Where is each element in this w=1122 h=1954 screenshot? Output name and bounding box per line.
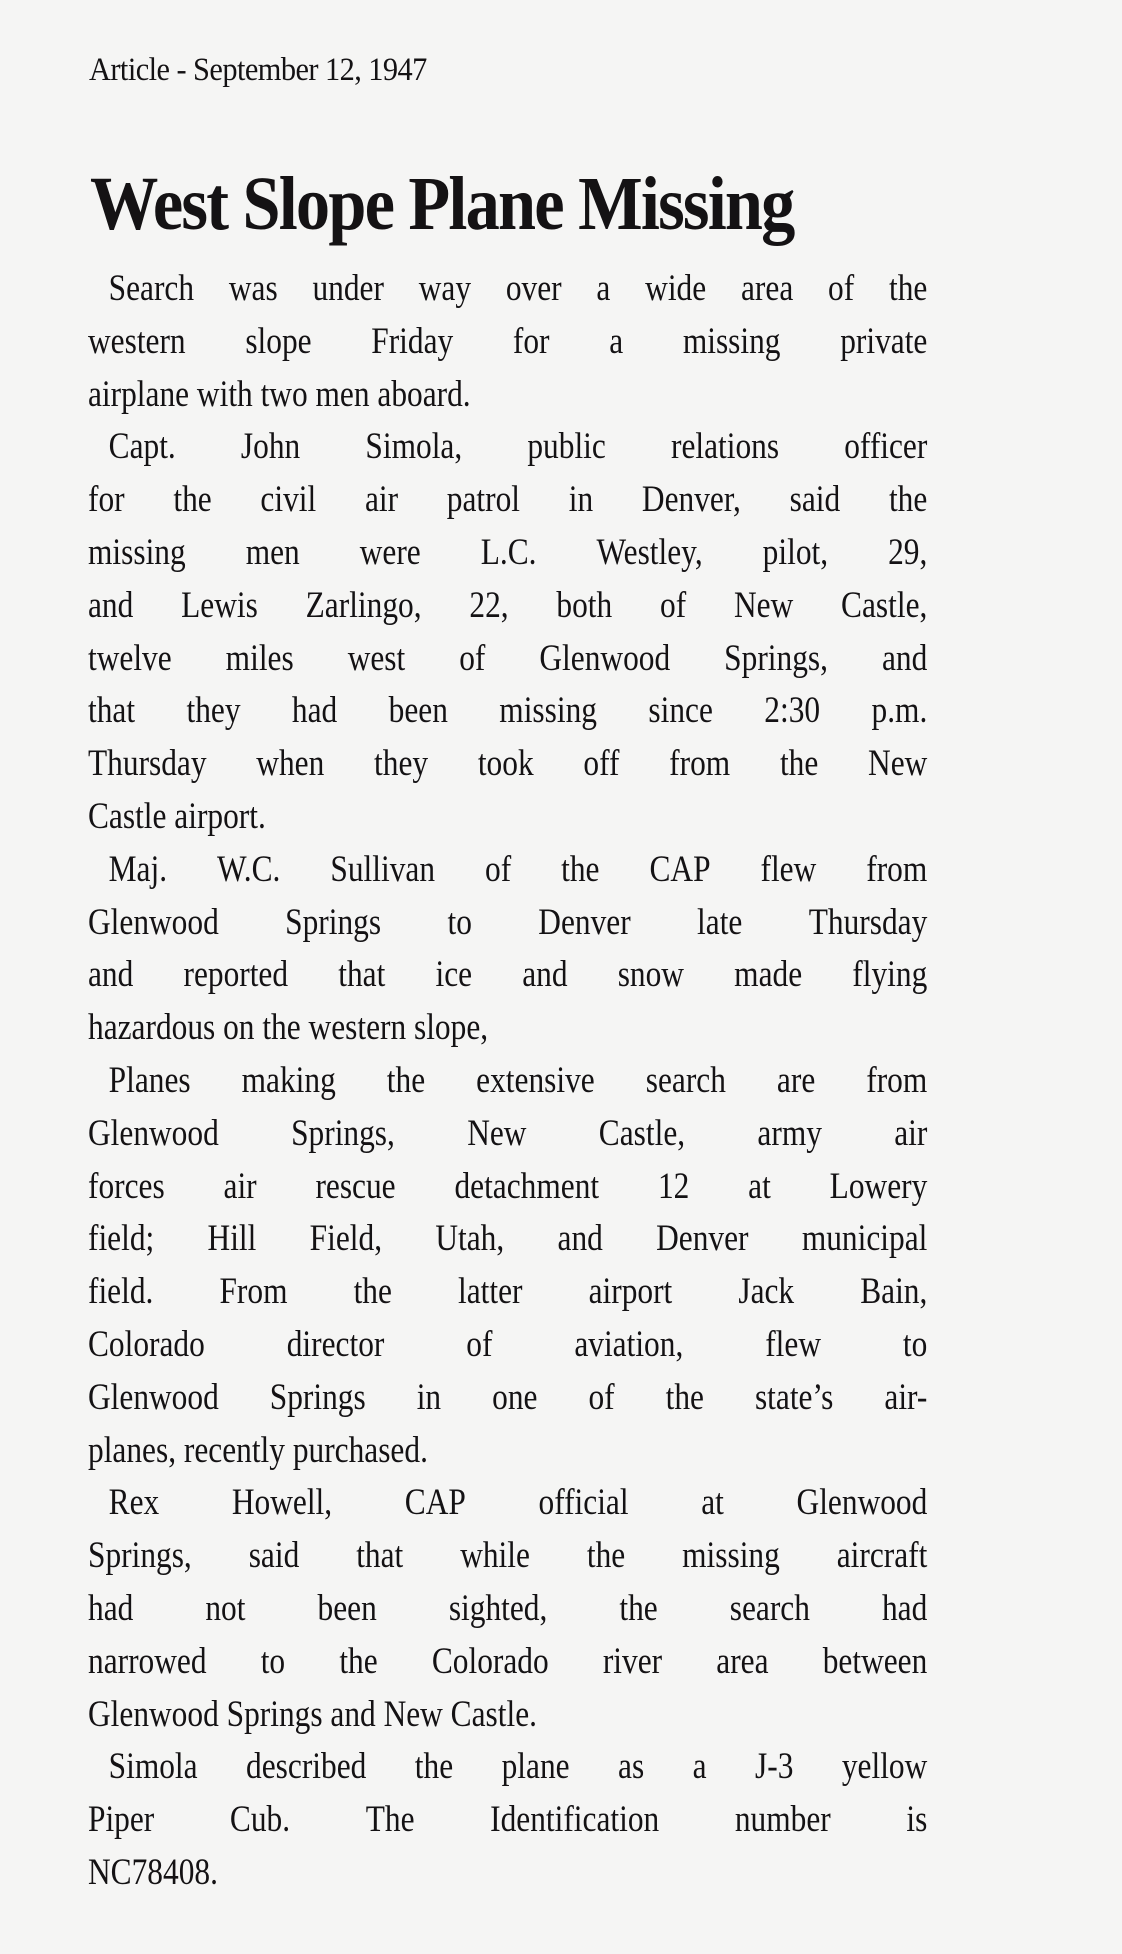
word: and: [88, 583, 134, 625]
word: the: [665, 1375, 704, 1417]
word: 29,: [888, 530, 928, 572]
word: Piper: [88, 1798, 155, 1840]
word: Springs: [285, 900, 382, 942]
word: the: [561, 847, 600, 889]
word: Colorado: [431, 1639, 549, 1681]
word: aviation,: [574, 1322, 684, 1364]
text-line: [88, 1212, 927, 1265]
word: Rex: [108, 1481, 160, 1523]
word: took: [477, 742, 534, 784]
word: CAP: [404, 1481, 466, 1523]
word: air: [364, 478, 399, 520]
word: from: [669, 742, 731, 784]
word: twelve: [88, 636, 172, 678]
word: river: [602, 1639, 663, 1681]
text-line: [88, 420, 927, 473]
word: men: [245, 530, 300, 572]
word: over: [505, 267, 562, 308]
word: Howell,: [231, 1481, 333, 1523]
article-body: [88, 262, 928, 1899]
word: Denver,: [641, 478, 741, 520]
word: private: [840, 319, 928, 361]
word: Thursday: [88, 742, 207, 784]
word: forces: [88, 1164, 165, 1206]
word: air-: [884, 1375, 928, 1417]
word: yellow: [841, 1745, 928, 1787]
word: and: [522, 953, 568, 995]
word: aircraft: [836, 1534, 928, 1576]
word: army: [757, 1111, 822, 1153]
word: had: [88, 1586, 134, 1628]
word: Glenwood: [539, 636, 671, 678]
text-line: [88, 579, 927, 632]
word: flew: [765, 1322, 821, 1364]
word: the: [889, 267, 928, 308]
word: L.C.: [480, 530, 537, 572]
word: director: [286, 1322, 385, 1364]
paragraph-5: [88, 1476, 928, 1740]
word: 12: [657, 1164, 690, 1206]
word: since: [648, 689, 713, 731]
word: said: [789, 478, 841, 520]
word: that: [338, 953, 386, 995]
word: flying: [852, 953, 928, 995]
word: patrol: [446, 478, 521, 520]
text-line: [88, 684, 927, 737]
text-line: Castle airport.: [88, 794, 266, 836]
text-line: [88, 473, 927, 526]
word: Friday: [371, 319, 454, 361]
text-line: [88, 1107, 927, 1160]
word: field.: [88, 1270, 154, 1312]
word: of: [828, 267, 855, 308]
word: New: [868, 742, 928, 784]
text-line: [88, 526, 927, 579]
word: to: [902, 1322, 928, 1364]
word: the: [619, 1586, 658, 1628]
word: Jack: [738, 1270, 795, 1312]
word: the: [888, 478, 928, 520]
word: as: [618, 1745, 645, 1787]
word: wide: [645, 267, 707, 308]
text-line: [88, 315, 927, 368]
word: search: [645, 1058, 726, 1100]
text-line: [88, 896, 927, 949]
word: Castle,: [841, 583, 928, 625]
paragraph-6: [88, 1740, 928, 1898]
word: they: [374, 742, 429, 784]
text-line: [88, 1318, 927, 1371]
word: the: [414, 1745, 454, 1787]
word: missing: [682, 1534, 780, 1576]
word: one: [492, 1375, 538, 1417]
word: said: [248, 1534, 300, 1576]
word: Thursday: [808, 900, 928, 942]
paragraph-3: [88, 843, 928, 1054]
word: ice: [435, 953, 473, 995]
word: they: [186, 689, 241, 731]
word: air: [223, 1164, 257, 1206]
word: and: [557, 1217, 603, 1259]
word: were: [359, 530, 421, 572]
word: Springs: [269, 1375, 366, 1417]
word: municipal: [801, 1217, 928, 1259]
word: extensive: [476, 1058, 595, 1100]
text-line: [88, 948, 927, 1001]
text-line: [88, 1476, 927, 1529]
word: p.m.: [871, 689, 928, 731]
word: The: [365, 1798, 415, 1840]
word: the: [173, 478, 212, 520]
word: slope: [245, 319, 312, 361]
word: Denver: [538, 900, 631, 942]
article-headline: West Slope Plane Missing: [90, 162, 794, 246]
word: New: [733, 583, 794, 625]
word: Field,: [309, 1217, 383, 1259]
word: Springs,: [88, 1534, 192, 1576]
word: to: [447, 900, 472, 942]
text-line: NC78408.: [88, 1850, 218, 1892]
word: Glenwood: [796, 1481, 928, 1523]
word: civil: [260, 478, 317, 520]
text-line: [88, 1529, 927, 1582]
word: of: [660, 583, 687, 625]
word: rescue: [315, 1164, 396, 1206]
word: of: [588, 1375, 615, 1417]
word: the: [353, 1270, 392, 1312]
word: in: [416, 1375, 442, 1417]
word: Glenwood: [88, 1375, 219, 1417]
word: a: [692, 1745, 707, 1787]
word: Bain,: [860, 1270, 928, 1312]
word: and: [88, 953, 134, 995]
text-line: [88, 632, 927, 685]
text-line: [88, 1793, 927, 1846]
word: flew: [760, 847, 817, 889]
word: had: [881, 1586, 928, 1628]
word: Lowery: [829, 1164, 928, 1206]
word: field;: [88, 1217, 155, 1259]
word: is: [906, 1798, 928, 1840]
word: number: [734, 1798, 831, 1840]
word: Castle,: [598, 1111, 686, 1153]
word: missing: [88, 530, 186, 572]
text-line: planes, recently purchased.: [88, 1428, 428, 1470]
word: area: [740, 267, 794, 308]
word: Utah,: [435, 1217, 505, 1259]
word: been: [317, 1586, 377, 1628]
word: airport: [588, 1270, 673, 1312]
word: made: [734, 953, 803, 995]
text-line: hazardous on the western slope,: [88, 1006, 489, 1048]
word: described: [246, 1745, 367, 1787]
text-line: [88, 1265, 927, 1318]
word: while: [460, 1534, 530, 1576]
text-line: [88, 1160, 927, 1213]
word: narrowed: [88, 1639, 207, 1681]
word: in: [568, 478, 594, 520]
word: 22,: [469, 583, 509, 625]
word: that: [88, 689, 136, 731]
word: between: [822, 1639, 928, 1681]
article-dateline: Article - September 12, 1947: [89, 52, 427, 88]
text-line: [88, 1371, 927, 1424]
word: New: [467, 1111, 527, 1153]
word: off: [583, 742, 620, 784]
word: officer: [844, 425, 928, 467]
word: Lewis: [181, 583, 258, 625]
word: the: [779, 742, 819, 784]
word: Glenwood: [88, 900, 219, 942]
word: that: [356, 1534, 404, 1576]
text-line: [88, 1582, 927, 1635]
word: official: [538, 1481, 629, 1523]
word: plane: [501, 1745, 570, 1787]
text-line: [88, 1054, 927, 1107]
word: from: [866, 1058, 928, 1100]
word: Springs,: [724, 636, 828, 678]
word: western: [88, 319, 186, 361]
word: miles: [225, 636, 294, 678]
word: Springs,: [291, 1111, 395, 1153]
word: Identification: [490, 1798, 660, 1840]
word: CAP: [649, 847, 711, 889]
word: J-3: [755, 1745, 794, 1787]
word: when: [256, 742, 325, 784]
word: making: [241, 1058, 336, 1100]
word: public: [527, 425, 606, 467]
word: way: [418, 267, 472, 308]
word: missing: [499, 689, 597, 731]
word: relations: [670, 425, 780, 467]
word: of: [459, 636, 486, 678]
word: late: [697, 900, 743, 942]
word: detachment: [454, 1164, 600, 1206]
word: at: [701, 1481, 724, 1523]
paragraph-4: [88, 1054, 928, 1476]
word: Westley,: [596, 530, 703, 572]
word: from: [866, 847, 928, 889]
text-line: [88, 843, 927, 896]
word: From: [219, 1270, 288, 1312]
word: the: [386, 1058, 426, 1100]
word: for: [512, 319, 550, 361]
word: 2:30: [764, 689, 821, 731]
word: Maj.: [108, 847, 168, 889]
word: latter: [458, 1270, 523, 1312]
word: W.C.: [217, 847, 281, 889]
word: the: [339, 1639, 378, 1681]
word: Cub.: [229, 1798, 291, 1840]
word: under: [312, 267, 384, 308]
word: Denver: [656, 1217, 749, 1259]
word: Glenwood: [88, 1111, 219, 1153]
word: Planes: [108, 1058, 191, 1100]
word: Search: [108, 267, 195, 308]
word: snow: [617, 953, 684, 995]
word: state’s: [754, 1375, 834, 1417]
word: was: [228, 267, 278, 308]
word: are: [776, 1058, 816, 1100]
text-line: airplane with two men aboard.: [88, 372, 471, 414]
text-line: [88, 262, 927, 315]
text-line: [88, 737, 927, 790]
word: Colorado: [88, 1322, 205, 1364]
word: sighted,: [448, 1586, 548, 1628]
word: Sullivan: [330, 847, 436, 889]
word: to: [260, 1639, 286, 1681]
word: had: [291, 689, 338, 731]
word: John: [240, 425, 301, 467]
word: air: [894, 1111, 928, 1153]
text-line: Glenwood Springs and New Castle.: [88, 1692, 538, 1734]
word: and: [881, 636, 928, 678]
word: a: [609, 319, 624, 361]
word: the: [586, 1534, 626, 1576]
text-line: [88, 1740, 927, 1793]
word: missing: [682, 319, 781, 361]
text-line: [88, 1635, 927, 1688]
word: for: [88, 478, 125, 520]
paragraph-2: [88, 420, 928, 842]
word: of: [466, 1322, 493, 1364]
word: west: [347, 636, 406, 678]
word: Zarlingo,: [305, 583, 422, 625]
word: not: [205, 1586, 246, 1628]
word: Simola: [108, 1745, 198, 1787]
word: pilot,: [762, 530, 829, 572]
word: both: [556, 583, 613, 625]
word: been: [388, 689, 448, 731]
paragraph-1: [88, 262, 928, 420]
word: Simola,: [365, 425, 463, 467]
word: a: [596, 267, 611, 308]
word: Hill: [207, 1217, 257, 1259]
word: at: [748, 1164, 771, 1206]
word: reported: [183, 953, 289, 995]
word: of: [485, 847, 512, 889]
word: search: [729, 1586, 810, 1628]
word: area: [716, 1639, 769, 1681]
word: Capt.: [108, 425, 176, 467]
